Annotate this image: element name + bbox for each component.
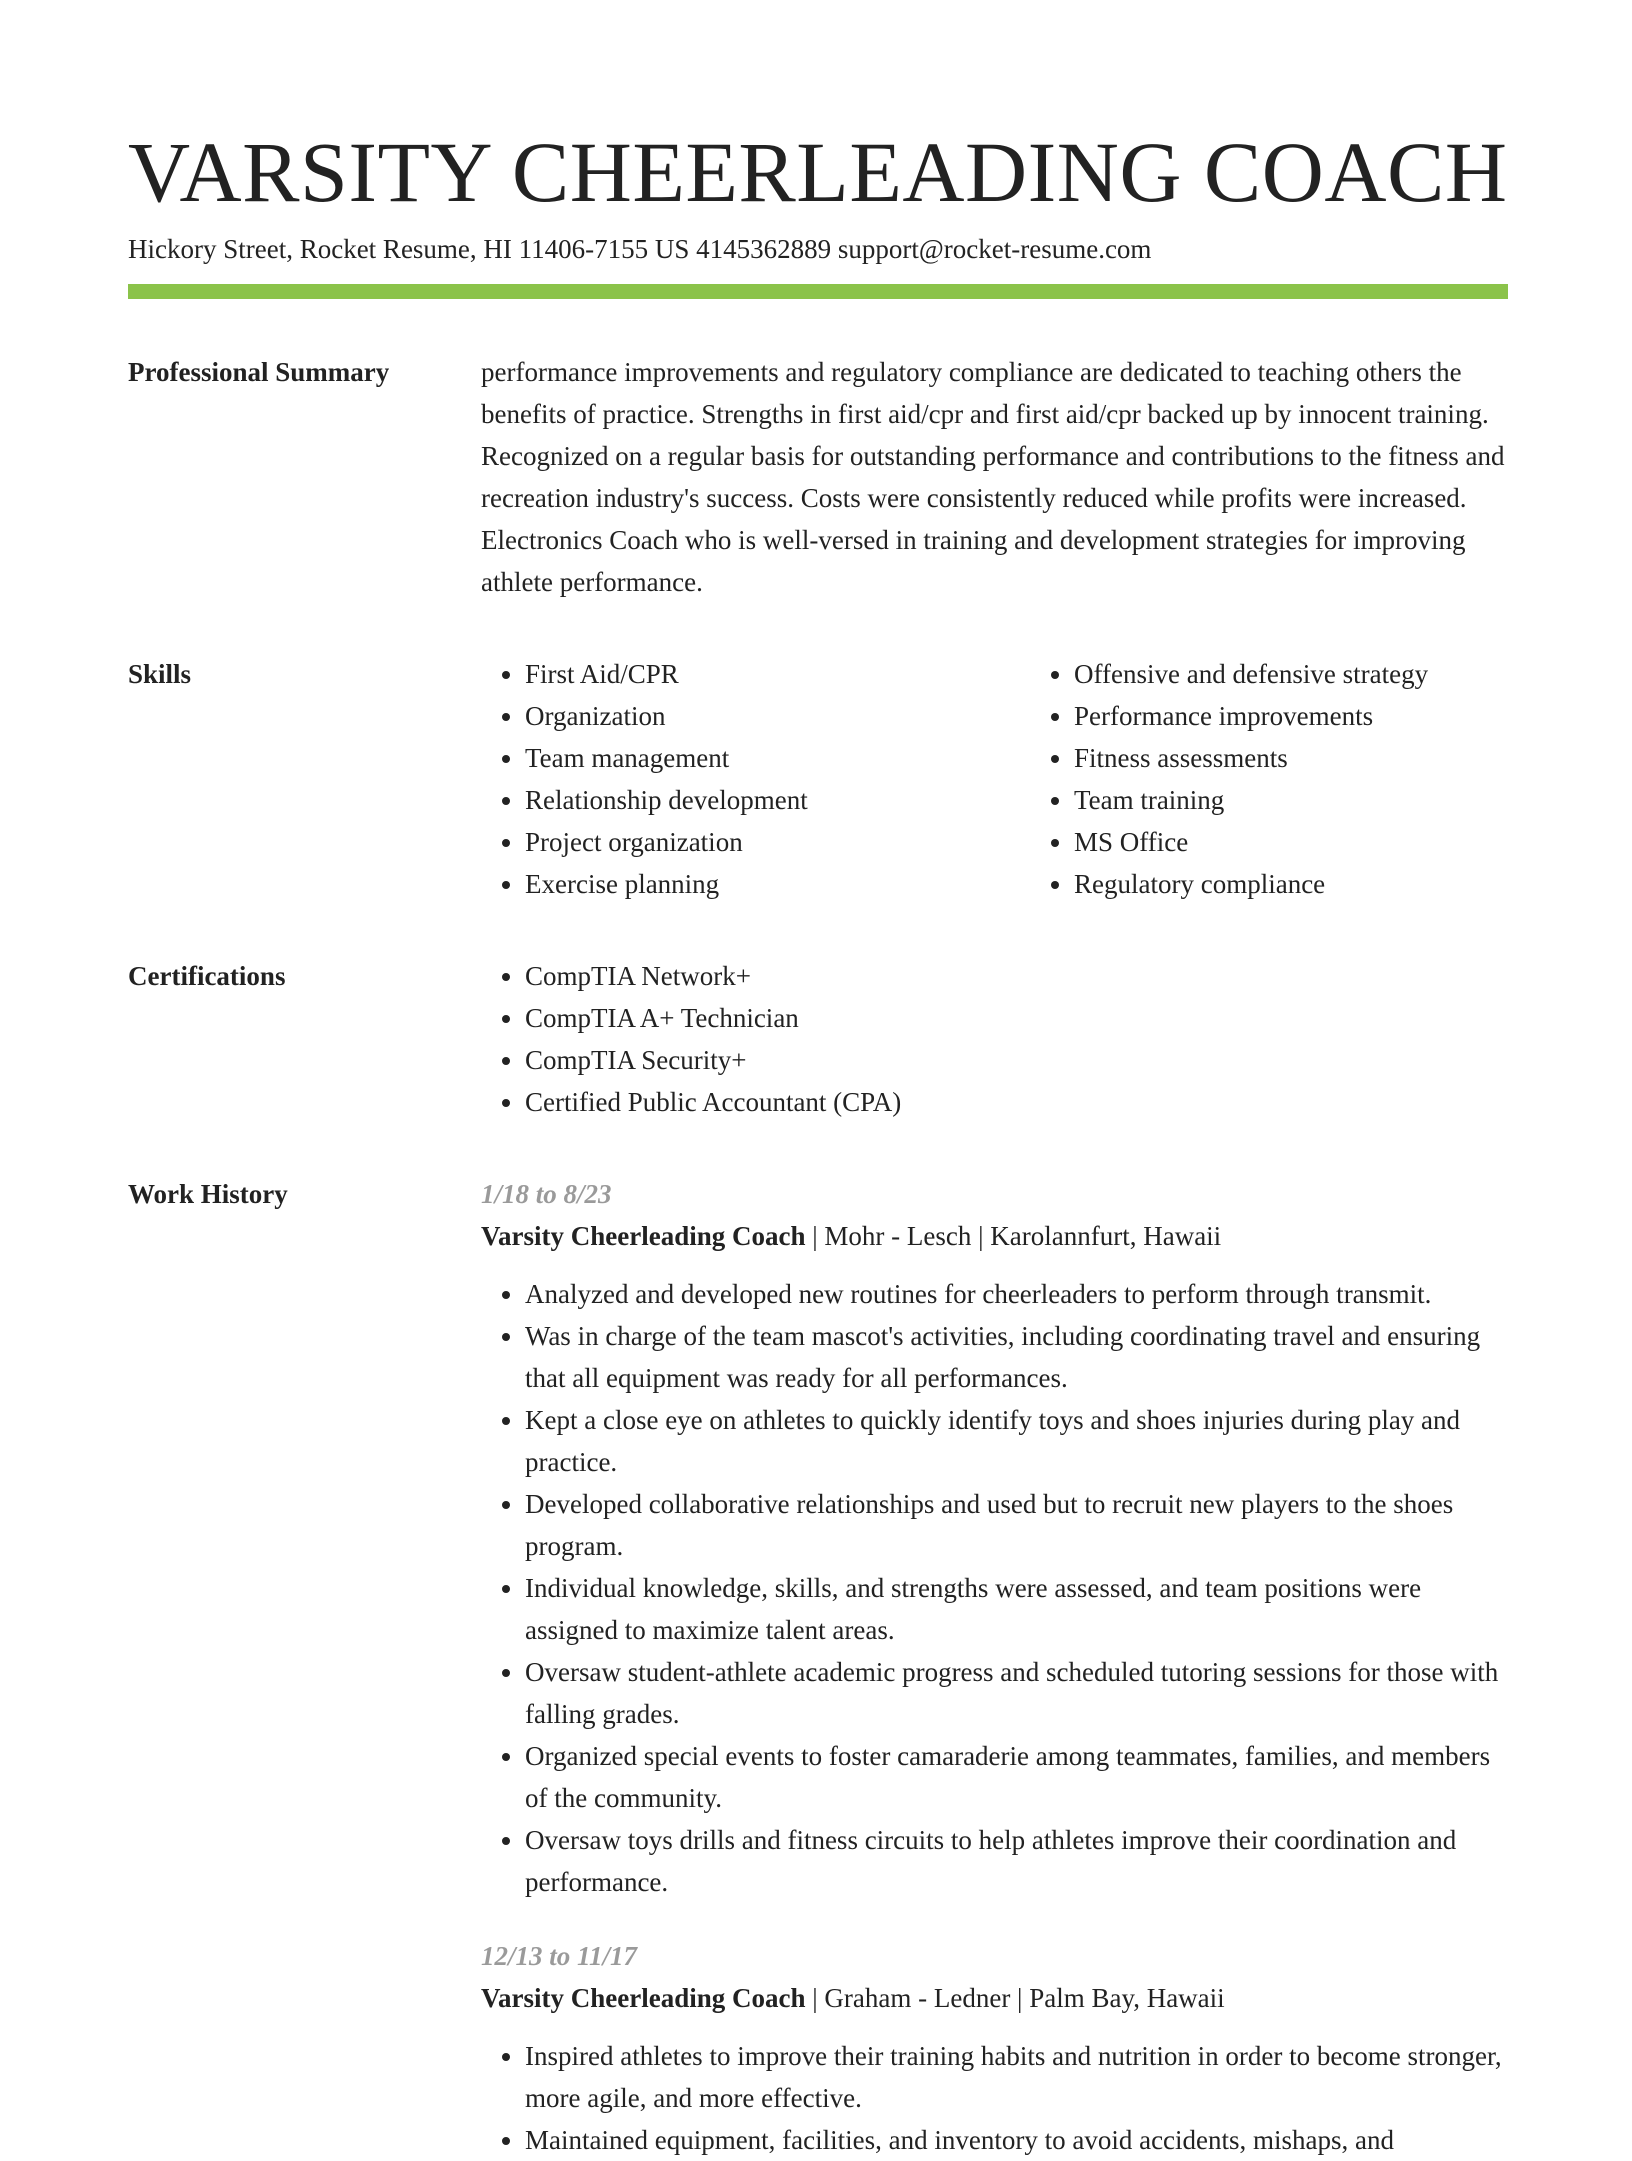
job-dates: 12/13 to 11/17 <box>481 1941 638 1971</box>
skill-item: • Team training <box>1074 779 1508 821</box>
skill-item: • Project organization <box>525 821 1030 863</box>
job-bullet: • Analyzed and developed new routines for cheerleaders to perform through transmit. <box>525 1273 1508 1315</box>
contact-line: Hickory Street, Rocket Resume, HI 11406-7155 US 4145362889 support@rocket-resume.com <box>128 234 1152 264</box>
job-details: | Graham - Ledner | Palm Bay, Hawaii <box>805 1983 1225 2013</box>
job-details: | Mohr - Lesch | Karolannfurt, Hawaii <box>805 1221 1222 1251</box>
job-entry <box>481 1173 1508 1903</box>
skill-item: • First Aid/CPR <box>525 653 1030 695</box>
certifications-label: Certifications <box>128 961 286 991</box>
skill-item: • Regulatory compliance <box>1074 863 1508 905</box>
job-bullet: • Developed collaborative relationships and used but to recruit new players to the shoes program. <box>525 1483 1508 1567</box>
job-bullet: • Individual knowledge, skills, and strengths were assessed, and team positions were assigned to maximize talent areas. <box>525 1567 1508 1651</box>
job-heading <box>481 1977 1508 2019</box>
job-bullet: • Was in charge of the team mascot's activities, including coordinating travel and ensuring that all equipment was ready for all performances. <box>525 1315 1508 1399</box>
job-bullets <box>481 2035 1508 2161</box>
work-history-section <box>128 1173 1508 2161</box>
skills-section <box>128 653 1508 905</box>
job-bullet: • Organized special events to foster camaraderie among teammates, families, and members of the community. <box>525 1735 1508 1819</box>
skills-label: Skills <box>128 659 192 689</box>
job-title: Varsity Cheerleading Coach <box>481 1221 806 1251</box>
certification-item: • CompTIA A+ Technician <box>525 997 1508 1039</box>
job-bullet: • Maintained equipment, facilities, and inventory to avoid accidents, mishaps, and <box>525 2119 1508 2161</box>
accent-divider <box>128 284 1508 299</box>
summary-label: Professional Summary <box>128 357 390 387</box>
job-bullet: • Kept a close eye on athletes to quickly identify toys and shoes injuries during play and practice. <box>525 1399 1508 1483</box>
job-bullet: • Inspired athletes to improve their training habits and nutrition in order to become stronger, more agile, and more effective. <box>525 2035 1508 2119</box>
skill-item: • Team management <box>525 737 1030 779</box>
job-entry <box>481 1935 1508 2161</box>
summary-text: performance improvements and regulatory compliance are dedicated to teaching others the benefits of practice. Strengths in first aid/cpr and first aid/cpr backed up by innocent training. Recognized on a regular basis for outstanding performance and contributions to the fitness and recreation industry's success. Costs were consistently reduced while profits were increased. Electronics Coach who is well-versed in training and development strategies for improving athlete performance. <box>481 357 1505 597</box>
job-title: Varsity Cheerleading Coach <box>481 1983 806 2013</box>
job-dates: 1/18 to 8/23 <box>481 1179 612 1209</box>
resume-page <box>128 122 1508 2161</box>
skill-item: • Performance improvements <box>1074 695 1508 737</box>
job-heading <box>481 1215 1508 1257</box>
certification-item: • CompTIA Security+ <box>525 1039 1508 1081</box>
certification-item: • Certified Public Accountant (CPA) <box>525 1081 1508 1123</box>
skills-list-left <box>481 653 1030 905</box>
skill-item: • MS Office <box>1074 821 1508 863</box>
resume-name: VARSITY CHEERLEADING COACH <box>128 124 1508 220</box>
skills-list-right <box>1030 653 1508 905</box>
job-bullet: • Oversaw toys drills and fitness circuits to help athletes improve their coordination and performance. <box>525 1819 1508 1903</box>
skill-item: • Offensive and defensive strategy <box>1074 653 1508 695</box>
certifications-section <box>128 955 1508 1123</box>
summary-section <box>128 351 1508 603</box>
skill-item: • Organization <box>525 695 1030 737</box>
work-history-label: Work History <box>128 1179 288 1209</box>
skill-item: • Exercise planning <box>525 863 1030 905</box>
skill-item: • Relationship development <box>525 779 1030 821</box>
certification-item: • CompTIA Network+ <box>525 955 1508 997</box>
job-bullet: • Oversaw student-athlete academic progress and scheduled tutoring sessions for those with falling grades. <box>525 1651 1508 1735</box>
job-bullets <box>481 1273 1508 1903</box>
certifications-list <box>481 955 1508 1123</box>
skill-item: • Fitness assessments <box>1074 737 1508 779</box>
